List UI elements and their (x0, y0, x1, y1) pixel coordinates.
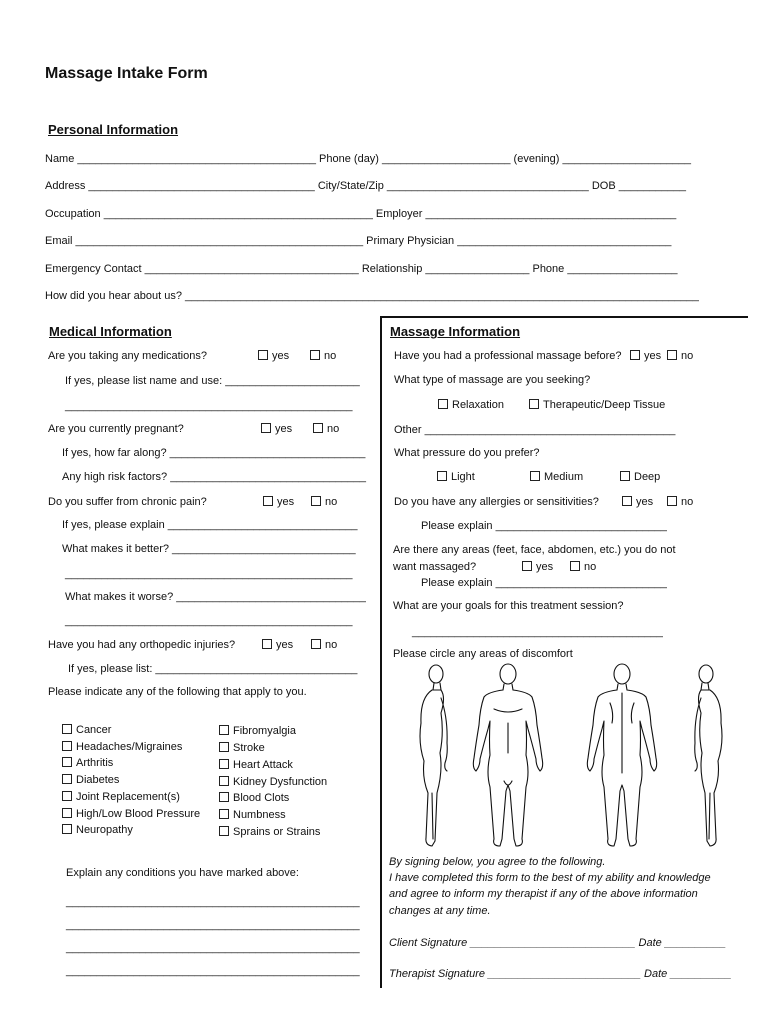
type-relaxation[interactable]: Relaxation (438, 399, 504, 411)
high-risk-factors[interactable]: Any high risk factors? ________________________________ (62, 471, 366, 483)
pressure-question: What pressure do you prefer? (394, 447, 540, 459)
checkbox-icon (258, 350, 268, 360)
condition-joint-replacement[interactable]: Joint Replacement(s) (62, 791, 180, 803)
checkbox-icon (62, 741, 72, 751)
email-line[interactable]: Email _______________________________________________ Primary Physician ___________________________________ (45, 235, 672, 247)
body-figure-front (473, 664, 542, 846)
pain-better-line[interactable]: _______________________________________________ (65, 568, 353, 580)
areas-yes[interactable]: yes (522, 561, 553, 573)
massage-info-heading: Massage Information (390, 324, 521, 339)
pregnancy-stage[interactable]: If yes, how far along? ________________________________ (62, 447, 366, 459)
checkbox-icon (62, 757, 72, 767)
goals-question: What are your goals for this treatment session? (393, 600, 624, 612)
condition-fibromyalgia[interactable]: Fibromyalgia (219, 725, 296, 737)
allergy-explain[interactable]: Please explain ____________________________ (421, 520, 667, 532)
chronic-pain-yes[interactable]: yes (263, 496, 294, 508)
checkbox-icon (437, 471, 447, 481)
pain-explain[interactable]: If yes, please explain _______________________________ (62, 519, 358, 531)
chronic-pain-no[interactable]: no (311, 496, 337, 508)
checkbox-icon (219, 776, 229, 786)
condition-arthritis[interactable]: Arthritis (62, 757, 113, 769)
areas-question-cont: want massaged? (393, 561, 477, 573)
conditions-prompt: Please indicate any of the following that apply to you. (48, 686, 307, 698)
checkbox-icon (630, 350, 640, 360)
prior-massage-yes[interactable]: yes (630, 350, 661, 362)
discomfort-prompt: Please circle any areas of discomfort (393, 648, 573, 660)
condition-neuropathy[interactable]: Neuropathy (62, 824, 133, 836)
orthopedic-list[interactable]: If yes, please list: _________________________________ (68, 663, 358, 675)
condition-kidney[interactable]: Kidney Dysfunction (219, 776, 327, 788)
consent-line-1: By signing below, you agree to the following. (389, 856, 606, 868)
medical-info-heading: Medical Information (49, 324, 172, 339)
checkbox-icon (530, 471, 540, 481)
body-figure-side-left (420, 665, 447, 846)
condition-numbness[interactable]: Numbness (219, 809, 286, 821)
pregnant-no[interactable]: no (313, 423, 339, 435)
pressure-light[interactable]: Light (437, 471, 475, 483)
prior-massage-no[interactable]: no (667, 350, 693, 362)
occupation-line[interactable]: Occupation ____________________________________________ Employer _________________________________________ (45, 208, 677, 220)
body-figure-side-right (695, 665, 722, 846)
massage-type-question: What type of massage are you seeking? (394, 374, 591, 386)
checkbox-icon (62, 824, 72, 834)
explain-line[interactable]: ________________________________________________ (66, 942, 360, 954)
explain-conditions-prompt: Explain any conditions you have marked above: (66, 867, 299, 879)
condition-cancer[interactable]: Cancer (62, 724, 111, 736)
checkbox-icon (219, 725, 229, 735)
condition-diabetes[interactable]: Diabetes (62, 774, 119, 786)
condition-blood-pressure[interactable]: High/Low Blood Pressure (62, 808, 200, 820)
checkbox-icon (219, 792, 229, 802)
checkbox-icon (62, 724, 72, 734)
type-deep-tissue[interactable]: Therapeutic/Deep Tissue (529, 399, 665, 411)
section-divider-horizontal (380, 316, 748, 318)
medications-no[interactable]: no (310, 350, 336, 362)
emergency-contact-line[interactable]: Emergency Contact ___________________________________ Relationship _________________ Phone __________________ (45, 263, 678, 275)
explain-line[interactable]: ________________________________________________ (66, 919, 360, 931)
checkbox-icon (262, 639, 272, 649)
therapist-signature-line[interactable]: Therapist Signature _________________________ Date __________ (389, 968, 732, 980)
allergy-yes[interactable]: yes (622, 496, 653, 508)
name-phone-line[interactable]: Name _______________________________________ Phone (day) _____________________ (evening) _____________________ (45, 153, 691, 165)
areas-no[interactable]: no (570, 561, 596, 573)
consent-line-4: changes at any time. (389, 905, 491, 917)
checkbox-icon (263, 496, 273, 506)
pressure-deep[interactable]: Deep (620, 471, 660, 483)
allergy-question: Do you have any allergies or sensitivities? (394, 496, 599, 508)
checkbox-icon (219, 759, 229, 769)
chronic-pain-question: Do you suffer from chronic pain? (48, 496, 207, 508)
checkbox-icon (62, 774, 72, 784)
page-title: Massage Intake Form (45, 65, 208, 82)
checkbox-icon (219, 809, 229, 819)
prior-massage-question: Have you had a professional massage before? (394, 350, 622, 362)
pregnant-yes[interactable]: yes (261, 423, 292, 435)
orthopedic-no[interactable]: no (311, 639, 337, 651)
body-diagram[interactable] (410, 663, 740, 853)
checkbox-icon (310, 350, 320, 360)
pressure-medium[interactable]: Medium (530, 471, 583, 483)
areas-question: Are there any areas (feet, face, abdomen, etc.) you do not (393, 544, 676, 556)
checkbox-icon (261, 423, 271, 433)
pain-worse-line[interactable]: _______________________________________________ (65, 615, 353, 627)
checkbox-icon (438, 399, 448, 409)
checkbox-icon (62, 791, 72, 801)
other-type-line[interactable]: Other _________________________________________ (394, 424, 676, 436)
medications-line[interactable]: _______________________________________________ (65, 400, 353, 412)
checkbox-icon (620, 471, 630, 481)
checkbox-icon (62, 808, 72, 818)
section-divider-vertical (380, 316, 382, 988)
consent-line-2: I have completed this form to the best of my ability and knowledge (389, 872, 711, 884)
checkbox-icon (219, 826, 229, 836)
checkbox-icon (667, 350, 677, 360)
checkbox-icon (529, 399, 539, 409)
checkbox-icon (667, 496, 677, 506)
condition-headaches[interactable]: Headaches/Migraines (62, 741, 182, 753)
medications-question: Are you taking any medications? (48, 350, 207, 362)
referral-line[interactable]: How did you hear about us? ____________________________________________________________________________________ (45, 290, 699, 302)
checkbox-icon (570, 561, 580, 571)
client-signature-line[interactable]: Client Signature ___________________________ Date __________ (389, 937, 727, 949)
condition-heart-attack[interactable]: Heart Attack (219, 759, 293, 771)
medications-detail[interactable]: If yes, please list name and use: ______________________ (65, 375, 360, 387)
body-figure-back (587, 664, 656, 846)
areas-explain[interactable]: Please explain ____________________________ (421, 577, 667, 589)
allergy-no[interactable]: no (667, 496, 693, 508)
checkbox-icon (311, 496, 321, 506)
orthopedic-question: Have you had any orthopedic injuries? (48, 639, 236, 651)
explain-line[interactable]: ________________________________________________ (66, 896, 360, 908)
address-line[interactable]: Address _____________________________________ City/State/Zip _________________________________ DOB ___________ (45, 180, 687, 192)
condition-sprains[interactable]: Sprains or Strains (219, 826, 320, 838)
pain-better[interactable]: What makes it better? ______________________________ (62, 543, 356, 555)
condition-stroke[interactable]: Stroke (219, 742, 265, 754)
checkbox-icon (219, 742, 229, 752)
condition-blood-clots[interactable]: Blood Clots (219, 792, 289, 804)
checkbox-icon (311, 639, 321, 649)
goals-line[interactable]: _________________________________________ (412, 626, 663, 638)
pain-worse[interactable]: What makes it worse? _______________________________ (65, 591, 366, 603)
pregnant-question: Are you currently pregnant? (48, 423, 184, 435)
consent-line-3: and agree to inform my therapist if any of the above information (389, 888, 698, 900)
medications-yes[interactable]: yes (258, 350, 289, 362)
checkbox-icon (622, 496, 632, 506)
checkbox-icon (522, 561, 532, 571)
explain-line[interactable]: ________________________________________________ (66, 965, 360, 977)
orthopedic-yes[interactable]: yes (262, 639, 293, 651)
checkbox-icon (313, 423, 323, 433)
personal-info-heading: Personal Information (48, 122, 179, 137)
